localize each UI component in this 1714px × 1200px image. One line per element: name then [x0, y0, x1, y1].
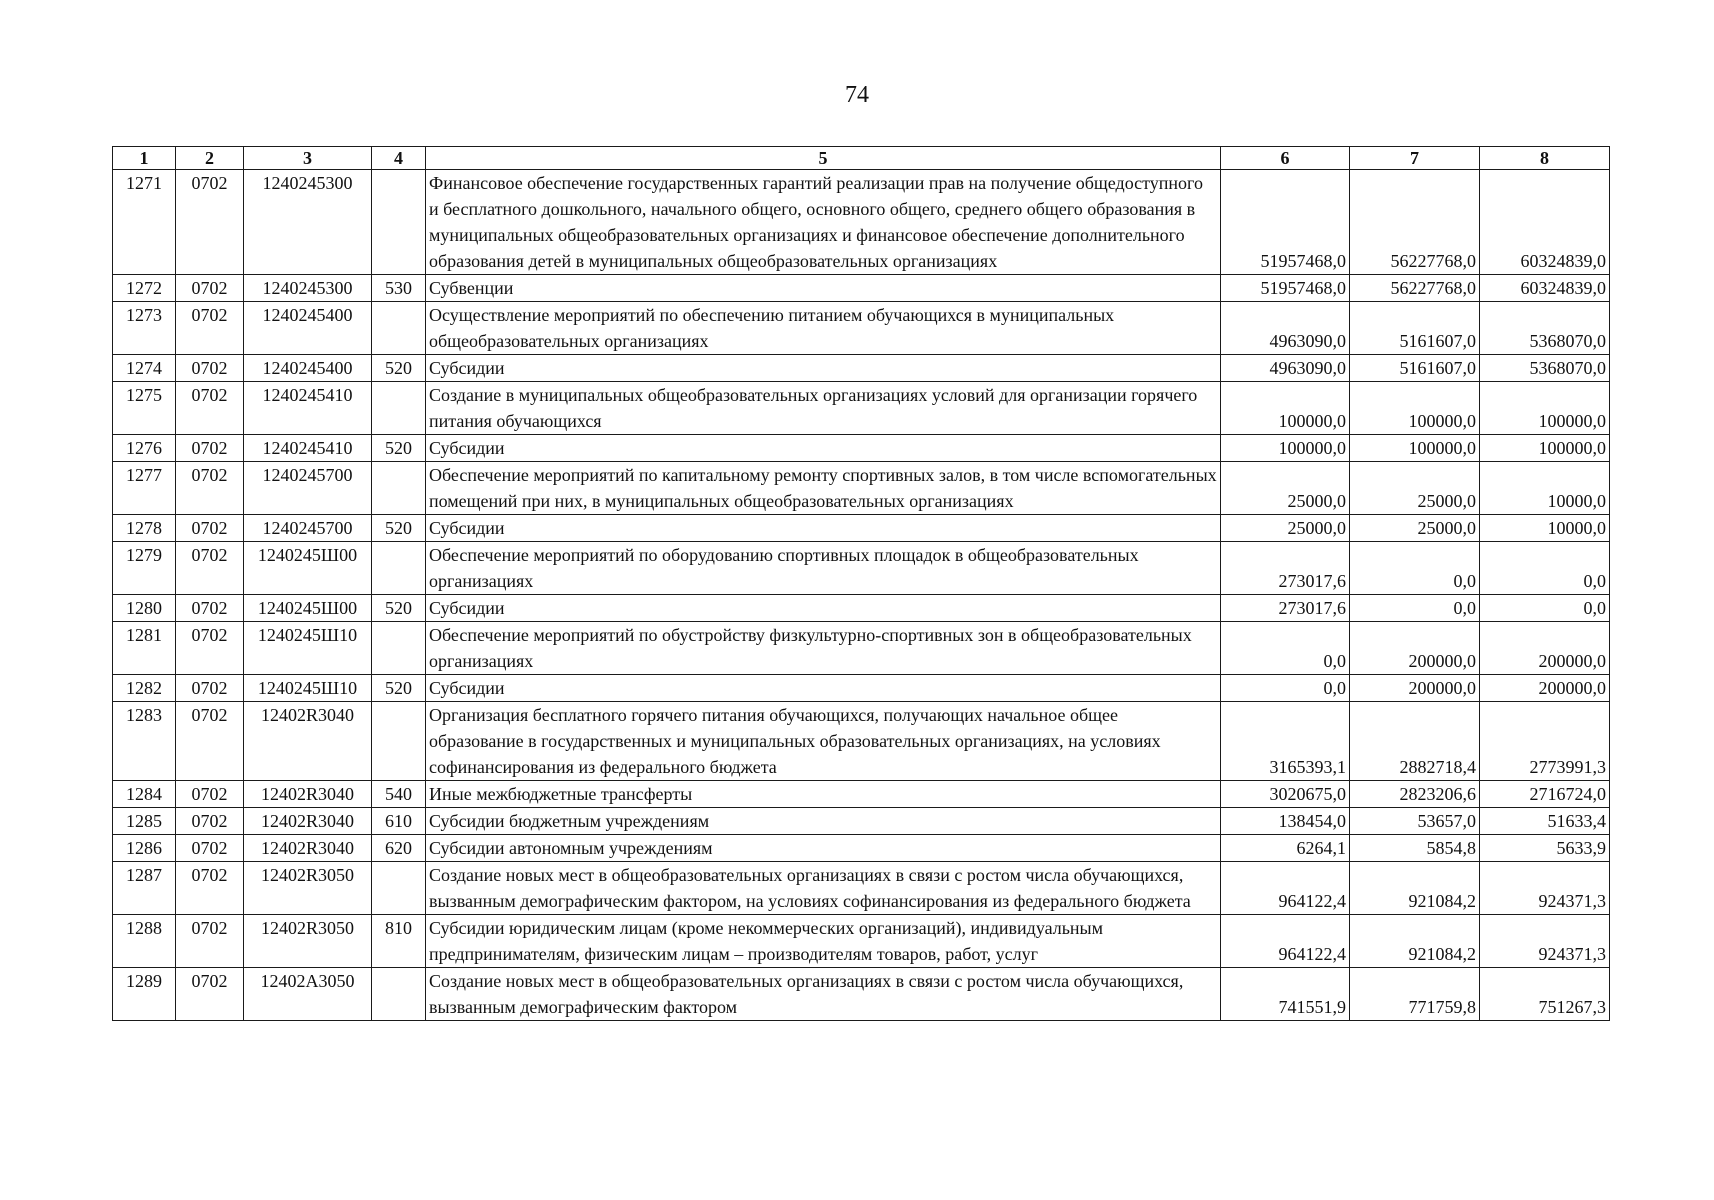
amount-col-7: 25000,0	[1350, 515, 1480, 542]
target-article: 1240245400	[244, 302, 372, 355]
item-name: Субсидии бюджетным учреждениям	[426, 808, 1221, 835]
amount-col-8: 100000,0	[1480, 382, 1610, 435]
expense-type	[372, 542, 426, 595]
amount-col-7: 200000,0	[1350, 675, 1480, 702]
page-number: 74	[845, 82, 869, 108]
section-code: 0702	[176, 781, 244, 808]
section-code: 0702	[176, 515, 244, 542]
row-number: 1278	[113, 515, 176, 542]
row-number: 1273	[113, 302, 176, 355]
table-row	[113, 702, 1610, 781]
item-name: Субсидии	[426, 435, 1221, 462]
target-article: 1240245Ш00	[244, 595, 372, 622]
target-article: 12402R3040	[244, 781, 372, 808]
row-number: 1274	[113, 355, 176, 382]
amount-col-6: 4963090,0	[1221, 302, 1350, 355]
row-number: 1279	[113, 542, 176, 595]
amount-col-6: 0,0	[1221, 675, 1350, 702]
table-row	[113, 542, 1610, 595]
table-row	[113, 170, 1610, 275]
item-name: Осуществление мероприятий по обеспечению питанием обучающихся в муниципальных общеобразовательных организациях	[426, 302, 1221, 355]
amount-col-6: 25000,0	[1221, 462, 1350, 515]
expense-type: 530	[372, 275, 426, 302]
amount-col-8: 924371,3	[1480, 915, 1610, 968]
amount-col-8: 200000,0	[1480, 622, 1610, 675]
expense-type	[372, 862, 426, 915]
table-row	[113, 835, 1610, 862]
row-number: 1286	[113, 835, 176, 862]
header-col-1: 1	[113, 147, 176, 170]
table-row	[113, 675, 1610, 702]
header-row	[113, 147, 1610, 170]
table-row	[113, 915, 1610, 968]
section-code: 0702	[176, 915, 244, 968]
table-row	[113, 435, 1610, 462]
target-article: 1240245300	[244, 170, 372, 275]
table-row	[113, 781, 1610, 808]
amount-col-8: 2773991,3	[1480, 702, 1610, 781]
amount-col-6: 964122,4	[1221, 915, 1350, 968]
section-code: 0702	[176, 302, 244, 355]
section-code: 0702	[176, 835, 244, 862]
table-row	[113, 968, 1610, 1021]
amount-col-8: 60324839,0	[1480, 275, 1610, 302]
row-number: 1281	[113, 622, 176, 675]
target-article: 1240245700	[244, 515, 372, 542]
expense-type	[372, 302, 426, 355]
amount-col-6: 6264,1	[1221, 835, 1350, 862]
expense-type	[372, 622, 426, 675]
budget-table	[112, 146, 1610, 1021]
amount-col-6: 273017,6	[1221, 542, 1350, 595]
amount-col-7: 921084,2	[1350, 862, 1480, 915]
section-code: 0702	[176, 382, 244, 435]
row-number: 1276	[113, 435, 176, 462]
table-row	[113, 355, 1610, 382]
amount-col-8: 5368070,0	[1480, 302, 1610, 355]
target-article: 1240245300	[244, 275, 372, 302]
expense-type: 810	[372, 915, 426, 968]
section-code: 0702	[176, 462, 244, 515]
target-article: 12402R3040	[244, 702, 372, 781]
item-name: Субсидии	[426, 355, 1221, 382]
amount-col-8: 924371,3	[1480, 862, 1610, 915]
target-article: 12402R3050	[244, 862, 372, 915]
header-col-2: 2	[176, 147, 244, 170]
amount-col-7: 56227768,0	[1350, 275, 1480, 302]
expense-type: 520	[372, 675, 426, 702]
section-code: 0702	[176, 808, 244, 835]
amount-col-8: 751267,3	[1480, 968, 1610, 1021]
amount-col-7: 100000,0	[1350, 435, 1480, 462]
header-col-7: 7	[1350, 147, 1480, 170]
expense-type: 520	[372, 355, 426, 382]
section-code: 0702	[176, 435, 244, 462]
target-article: 1240245700	[244, 462, 372, 515]
item-name: Обеспечение мероприятий по обустройству физкультурно-спортивных зон в общеобразовательных организациях	[426, 622, 1221, 675]
item-name: Создание новых мест в общеобразовательных организациях в связи с ростом числа обучающихся, вызванным демографическим фактором	[426, 968, 1221, 1021]
item-name: Субсидии	[426, 515, 1221, 542]
table-row	[113, 462, 1610, 515]
row-number: 1282	[113, 675, 176, 702]
row-number: 1289	[113, 968, 176, 1021]
target-article: 12402А3050	[244, 968, 372, 1021]
row-number: 1285	[113, 808, 176, 835]
target-article: 1240245Ш10	[244, 622, 372, 675]
table-row	[113, 302, 1610, 355]
amount-col-7: 200000,0	[1350, 622, 1480, 675]
amount-col-7: 25000,0	[1350, 462, 1480, 515]
table-row	[113, 275, 1610, 302]
row-number: 1271	[113, 170, 176, 275]
row-number: 1277	[113, 462, 176, 515]
amount-col-8: 60324839,0	[1480, 170, 1610, 275]
expense-type: 610	[372, 808, 426, 835]
row-number: 1283	[113, 702, 176, 781]
amount-col-7: 5161607,0	[1350, 302, 1480, 355]
amount-col-8: 200000,0	[1480, 675, 1610, 702]
section-code: 0702	[176, 675, 244, 702]
item-name: Обеспечение мероприятий по капитальному ремонту спортивных залов, в том числе вспомогательных помещений при них, в муниципальных общеобразовательных организациях	[426, 462, 1221, 515]
section-code: 0702	[176, 622, 244, 675]
section-code: 0702	[176, 170, 244, 275]
header-col-6: 6	[1221, 147, 1350, 170]
target-article: 12402R3050	[244, 915, 372, 968]
amount-col-6: 51957468,0	[1221, 275, 1350, 302]
amount-col-7: 5854,8	[1350, 835, 1480, 862]
item-name: Создание новых мест в общеобразовательных организациях в связи с ростом числа обучающихся, вызванным демографическим фактором, на условиях софинансирования из федерального бюджета	[426, 862, 1221, 915]
expense-type: 520	[372, 595, 426, 622]
amount-col-8: 10000,0	[1480, 515, 1610, 542]
header-col-8: 8	[1480, 147, 1610, 170]
table-row	[113, 862, 1610, 915]
row-number: 1288	[113, 915, 176, 968]
expense-type	[372, 968, 426, 1021]
table-row	[113, 622, 1610, 675]
row-number: 1272	[113, 275, 176, 302]
expense-type: 540	[372, 781, 426, 808]
target-article: 1240245410	[244, 435, 372, 462]
amount-col-7: 56227768,0	[1350, 170, 1480, 275]
target-article: 12402R3040	[244, 808, 372, 835]
section-code: 0702	[176, 968, 244, 1021]
target-article: 1240245Ш00	[244, 542, 372, 595]
amount-col-6: 4963090,0	[1221, 355, 1350, 382]
expense-type	[372, 702, 426, 781]
table-row	[113, 515, 1610, 542]
amount-col-6: 3020675,0	[1221, 781, 1350, 808]
section-code: 0702	[176, 595, 244, 622]
target-article: 12402R3040	[244, 835, 372, 862]
row-number: 1275	[113, 382, 176, 435]
item-name: Иные межбюджетные трансферты	[426, 781, 1221, 808]
amount-col-6: 100000,0	[1221, 382, 1350, 435]
section-code: 0702	[176, 355, 244, 382]
amount-col-6: 138454,0	[1221, 808, 1350, 835]
row-number: 1280	[113, 595, 176, 622]
section-code: 0702	[176, 862, 244, 915]
item-name: Субсидии	[426, 595, 1221, 622]
target-article: 1240245410	[244, 382, 372, 435]
amount-col-6: 25000,0	[1221, 515, 1350, 542]
table-row	[113, 382, 1610, 435]
header-col-4: 4	[372, 147, 426, 170]
amount-col-7: 53657,0	[1350, 808, 1480, 835]
row-number: 1284	[113, 781, 176, 808]
amount-col-8: 10000,0	[1480, 462, 1610, 515]
target-article: 1240245400	[244, 355, 372, 382]
header-col-5: 5	[426, 147, 1221, 170]
section-code: 0702	[176, 275, 244, 302]
item-name: Субсидии юридическим лицам (кроме некоммерческих организаций), индивидуальным предпринимателям, физическим лицам – производителям товаров, работ, услуг	[426, 915, 1221, 968]
expense-type	[372, 382, 426, 435]
amount-col-7: 100000,0	[1350, 382, 1480, 435]
amount-col-6: 100000,0	[1221, 435, 1350, 462]
amount-col-7: 0,0	[1350, 595, 1480, 622]
amount-col-7: 2823206,6	[1350, 781, 1480, 808]
table-row	[113, 808, 1610, 835]
amount-col-6: 0,0	[1221, 622, 1350, 675]
amount-col-6: 51957468,0	[1221, 170, 1350, 275]
item-name: Финансовое обеспечение государственных гарантий реализации прав на получение общедоступного и бесплатного дошкольного, начального общего, основного общего, среднего общего образования в муниципальных общеобразовательных организациях и финансовое обеспечение дополнительного образования детей в муниципальных общеобразовательных организациях	[426, 170, 1221, 275]
expense-type: 520	[372, 515, 426, 542]
amount-col-6: 3165393,1	[1221, 702, 1350, 781]
amount-col-8: 0,0	[1480, 542, 1610, 595]
expense-type	[372, 462, 426, 515]
amount-col-7: 2882718,4	[1350, 702, 1480, 781]
amount-col-6: 273017,6	[1221, 595, 1350, 622]
amount-col-8: 2716724,0	[1480, 781, 1610, 808]
item-name: Субсидии	[426, 675, 1221, 702]
amount-col-7: 0,0	[1350, 542, 1480, 595]
amount-col-7: 5161607,0	[1350, 355, 1480, 382]
item-name: Субсидии автономным учреждениям	[426, 835, 1221, 862]
amount-col-8: 5633,9	[1480, 835, 1610, 862]
table-row	[113, 595, 1610, 622]
amount-col-8: 51633,4	[1480, 808, 1610, 835]
section-code: 0702	[176, 542, 244, 595]
expense-type	[372, 170, 426, 275]
section-code: 0702	[176, 702, 244, 781]
amount-col-7: 921084,2	[1350, 915, 1480, 968]
amount-col-6: 964122,4	[1221, 862, 1350, 915]
amount-col-6: 741551,9	[1221, 968, 1350, 1021]
expense-type: 620	[372, 835, 426, 862]
target-article: 1240245Ш10	[244, 675, 372, 702]
amount-col-7: 771759,8	[1350, 968, 1480, 1021]
item-name: Обеспечение мероприятий по оборудованию спортивных площадок в общеобразовательных организациях	[426, 542, 1221, 595]
item-name: Субвенции	[426, 275, 1221, 302]
amount-col-8: 0,0	[1480, 595, 1610, 622]
item-name: Организация бесплатного горячего питания обучающихся, получающих начальное общее образование в государственных и муниципальных образовательных организациях, на условиях софинансирования из федерального бюджета	[426, 702, 1221, 781]
expense-type: 520	[372, 435, 426, 462]
amount-col-8: 5368070,0	[1480, 355, 1610, 382]
header-col-3: 3	[244, 147, 372, 170]
item-name: Создание в муниципальных общеобразовательных организациях условий для организации горячего питания обучающихся	[426, 382, 1221, 435]
row-number: 1287	[113, 862, 176, 915]
amount-col-8: 100000,0	[1480, 435, 1610, 462]
